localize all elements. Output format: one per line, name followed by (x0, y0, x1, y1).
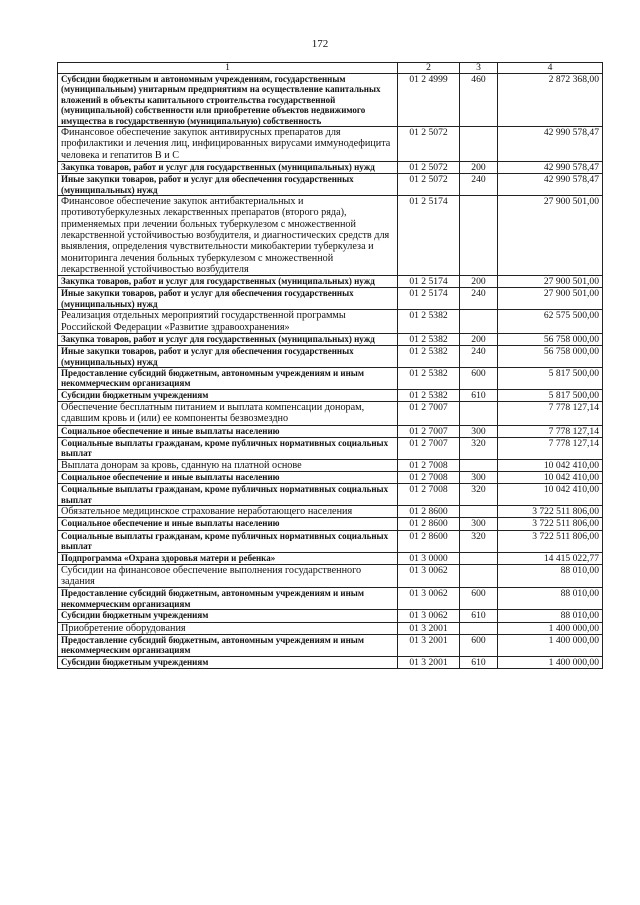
row-code-cell: 01 2 7007 (398, 402, 460, 426)
row-amount-cell: 10 042 410,00 (498, 459, 603, 471)
row-amount-cell: 14 415 022,77 (498, 552, 603, 564)
row-code-cell: 01 2 7007 (398, 437, 460, 459)
row-code-cell: 01 2 5382 (398, 367, 460, 389)
row-code-cell: 01 3 0062 (398, 564, 460, 588)
row-name-cell: Предоставление субсидий бюджетным, автономным учреждениям и иным некоммерческим организациям (58, 367, 398, 389)
row-amount-cell: 42 990 578,47 (498, 174, 603, 196)
row-expense-type-cell (460, 552, 498, 564)
row-name-cell: Социальное обеспечение и иные выплаты населению (58, 425, 398, 437)
row-expense-type-cell: 610 (460, 656, 498, 668)
row-expense-type-cell: 320 (460, 484, 498, 506)
row-amount-cell: 56 758 000,00 (498, 333, 603, 345)
row-code-cell: 01 2 5382 (398, 333, 460, 345)
row-code-cell: 01 2 5072 (398, 174, 460, 196)
row-amount-cell: 7 778 127,14 (498, 425, 603, 437)
row-name-cell: Социальные выплаты гражданам, кроме публичных нормативных социальных выплат (58, 437, 398, 459)
row-amount-cell: 2 872 368,00 (498, 74, 603, 127)
row-expense-type-cell: 610 (460, 610, 498, 622)
row-code-cell: 01 2 7007 (398, 425, 460, 437)
row-name-cell: Субсидии бюджетным учреждениям (58, 389, 398, 401)
table-row (58, 74, 603, 127)
row-name-cell: Подпрограмма «Охрана здоровья матери и ребенка» (58, 552, 398, 564)
row-expense-type-cell: 240 (460, 346, 498, 368)
row-amount-cell: 10 042 410,00 (498, 472, 603, 484)
row-name-cell: Иные закупки товаров, работ и услуг для обеспечения государственных (муниципальных) нужд (58, 346, 398, 368)
table-row (58, 127, 603, 162)
row-code-cell: 01 2 8600 (398, 506, 460, 518)
row-amount-cell: 5 817 500,00 (498, 367, 603, 389)
row-expense-type-cell (460, 310, 498, 334)
row-amount-cell: 88 010,00 (498, 564, 603, 588)
header-col-3: 3 (460, 63, 498, 74)
header-col-1: 1 (58, 63, 398, 74)
row-name-cell: Выплата донорам за кровь, сданную на платной основе (58, 459, 398, 471)
table-row (58, 346, 603, 368)
row-amount-cell: 56 758 000,00 (498, 346, 603, 368)
row-name-cell: Обязательное медицинское страхование неработающего населения (58, 506, 398, 518)
row-expense-type-cell (460, 564, 498, 588)
row-expense-type-cell: 320 (460, 530, 498, 552)
row-code-cell: 01 2 5382 (398, 310, 460, 334)
row-amount-cell: 88 010,00 (498, 610, 603, 622)
row-amount-cell: 88 010,00 (498, 588, 603, 610)
table-body (58, 74, 603, 669)
row-expense-type-cell (460, 622, 498, 634)
row-amount-cell: 42 990 578,47 (498, 127, 603, 162)
row-name-cell: Социальные выплаты гражданам, кроме публичных нормативных социальных выплат (58, 484, 398, 506)
table-row (58, 530, 603, 552)
table-row (58, 196, 603, 276)
table-row (58, 174, 603, 196)
table-row (58, 288, 603, 310)
row-expense-type-cell: 610 (460, 389, 498, 401)
row-name-cell: Социальное обеспечение и иные выплаты населению (58, 472, 398, 484)
row-code-cell: 01 2 5174 (398, 196, 460, 276)
row-expense-type-cell: 600 (460, 367, 498, 389)
table-row (58, 588, 603, 610)
table-row (58, 472, 603, 484)
table-row (58, 506, 603, 518)
table-row (58, 310, 603, 334)
row-amount-cell: 1 400 000,00 (498, 622, 603, 634)
row-amount-cell: 1 400 000,00 (498, 656, 603, 668)
row-name-cell: Предоставление субсидий бюджетным, автономным учреждениям и иным некоммерческим организациям (58, 588, 398, 610)
table-row (58, 634, 603, 656)
row-expense-type-cell (460, 196, 498, 276)
row-code-cell: 01 2 7008 (398, 472, 460, 484)
budget-table (57, 62, 603, 669)
row-amount-cell: 3 722 511 806,00 (498, 506, 603, 518)
row-name-cell: Субсидии бюджетным учреждениям (58, 610, 398, 622)
page-number: 172 (311, 38, 329, 50)
row-code-cell: 01 3 2001 (398, 634, 460, 656)
table-row (58, 459, 603, 471)
row-name-cell: Субсидии бюджетным и автономным учреждениям, государственным (муниципальным) унитарным предприятиям на осуществление капитальных вложений в объекты капитального строительства государственной (муниципальной) собственности или приобретение объектов недвижимого имущества в государственную (муниципальную) собственность (58, 74, 398, 127)
table-row (58, 437, 603, 459)
row-amount-cell: 27 900 501,00 (498, 196, 603, 276)
row-expense-type-cell (460, 127, 498, 162)
table-row (58, 552, 603, 564)
row-name-cell: Обеспечение бесплатным питанием и выплата компенсации донорам, сдавшим кровь и (или) ее компоненты безвозмездно (58, 402, 398, 426)
row-amount-cell: 1 400 000,00 (498, 634, 603, 656)
row-expense-type-cell: 320 (460, 437, 498, 459)
row-expense-type-cell: 200 (460, 333, 498, 345)
table-row (58, 622, 603, 634)
row-name-cell: Финансовое обеспечение закупок антибактериальных и противотуберкулезных лекарственных препаратов (второго ряда), применяемых при лечении больных туберкулезом с множественной лекарственной устойчивостью возбудителя, и диагностических средств для выявления, определения чувствительности микобактерии туберкулеза и мониторинга лечения больных туберкулезом с множественной лекарственной устойчивостью возбудителя (58, 196, 398, 276)
row-name-cell: Иные закупки товаров, работ и услуг для обеспечения государственных (муниципальных) нужд (58, 288, 398, 310)
row-name-cell: Закупка товаров, работ и услуг для государственных (муниципальных) нужд (58, 333, 398, 345)
row-expense-type-cell: 240 (460, 288, 498, 310)
row-code-cell: 01 2 5382 (398, 389, 460, 401)
row-name-cell: Реализация отдельных мероприятий государственной программы Российской Федерации «Развитие здравоохранения» (58, 310, 398, 334)
row-expense-type-cell: 600 (460, 634, 498, 656)
row-name-cell: Предоставление субсидий бюджетным, автономным учреждениям и иным некоммерческим организациям (58, 634, 398, 656)
row-amount-cell: 27 900 501,00 (498, 288, 603, 310)
row-code-cell: 01 3 0000 (398, 552, 460, 564)
header-col-4: 4 (498, 63, 603, 74)
row-expense-type-cell (460, 402, 498, 426)
table-row (58, 333, 603, 345)
row-code-cell: 01 2 5174 (398, 288, 460, 310)
row-name-cell: Приобретение оборудования (58, 622, 398, 634)
row-amount-cell: 27 900 501,00 (498, 276, 603, 288)
row-code-cell: 01 2 8600 (398, 518, 460, 530)
row-amount-cell: 10 042 410,00 (498, 484, 603, 506)
row-code-cell: 01 2 5072 (398, 127, 460, 162)
row-expense-type-cell: 600 (460, 588, 498, 610)
row-amount-cell: 5 817 500,00 (498, 389, 603, 401)
row-amount-cell: 7 778 127,14 (498, 402, 603, 426)
row-name-cell: Закупка товаров, работ и услуг для государственных (муниципальных) нужд (58, 276, 398, 288)
header-col-2: 2 (398, 63, 460, 74)
row-expense-type-cell: 300 (460, 518, 498, 530)
row-amount-cell: 3 722 511 806,00 (498, 518, 603, 530)
row-code-cell: 01 3 0062 (398, 588, 460, 610)
table-row (58, 564, 603, 588)
row-code-cell: 01 3 0062 (398, 610, 460, 622)
row-name-cell: Социальное обеспечение и иные выплаты населению (58, 518, 398, 530)
row-code-cell: 01 2 5382 (398, 346, 460, 368)
table-row (58, 389, 603, 401)
row-code-cell: 01 2 5072 (398, 161, 460, 173)
row-name-cell: Закупка товаров, работ и услуг для государственных (муниципальных) нужд (58, 161, 398, 173)
row-amount-cell: 3 722 511 806,00 (498, 530, 603, 552)
row-expense-type-cell: 300 (460, 472, 498, 484)
table-row (58, 161, 603, 173)
table-row (58, 425, 603, 437)
row-amount-cell: 7 778 127,14 (498, 437, 603, 459)
row-code-cell: 01 2 7008 (398, 459, 460, 471)
row-name-cell: Социальные выплаты гражданам, кроме публичных нормативных социальных выплат (58, 530, 398, 552)
row-expense-type-cell (460, 459, 498, 471)
row-code-cell: 01 2 7008 (398, 484, 460, 506)
table-row (58, 276, 603, 288)
row-code-cell: 01 3 2001 (398, 622, 460, 634)
row-name-cell: Иные закупки товаров, работ и услуг для обеспечения государственных (муниципальных) нужд (58, 174, 398, 196)
row-expense-type-cell: 460 (460, 74, 498, 127)
row-amount-cell: 62 575 500,00 (498, 310, 603, 334)
row-amount-cell: 42 990 578,47 (498, 161, 603, 173)
row-expense-type-cell: 200 (460, 276, 498, 288)
table-row (58, 610, 603, 622)
row-expense-type-cell: 300 (460, 425, 498, 437)
row-code-cell: 01 2 8600 (398, 530, 460, 552)
table-row (58, 402, 603, 426)
table-row (58, 656, 603, 668)
row-code-cell: 01 3 2001 (398, 656, 460, 668)
table-row (58, 484, 603, 506)
row-name-cell: Субсидии на финансовое обеспечение выполнения государственного задания (58, 564, 398, 588)
row-name-cell: Субсидии бюджетным учреждениям (58, 656, 398, 668)
table-row (58, 367, 603, 389)
row-expense-type-cell: 200 (460, 161, 498, 173)
row-expense-type-cell: 240 (460, 174, 498, 196)
row-name-cell: Финансовое обеспечение закупок антивирусных препаратов для профилактики и лечения лиц, инфицированных вирусами иммунодефицита человека и гепатитов В и С (58, 127, 398, 162)
row-code-cell: 01 2 4999 (398, 74, 460, 127)
header-row (58, 63, 603, 74)
row-expense-type-cell (460, 506, 498, 518)
table-row (58, 518, 603, 530)
row-code-cell: 01 2 5174 (398, 276, 460, 288)
